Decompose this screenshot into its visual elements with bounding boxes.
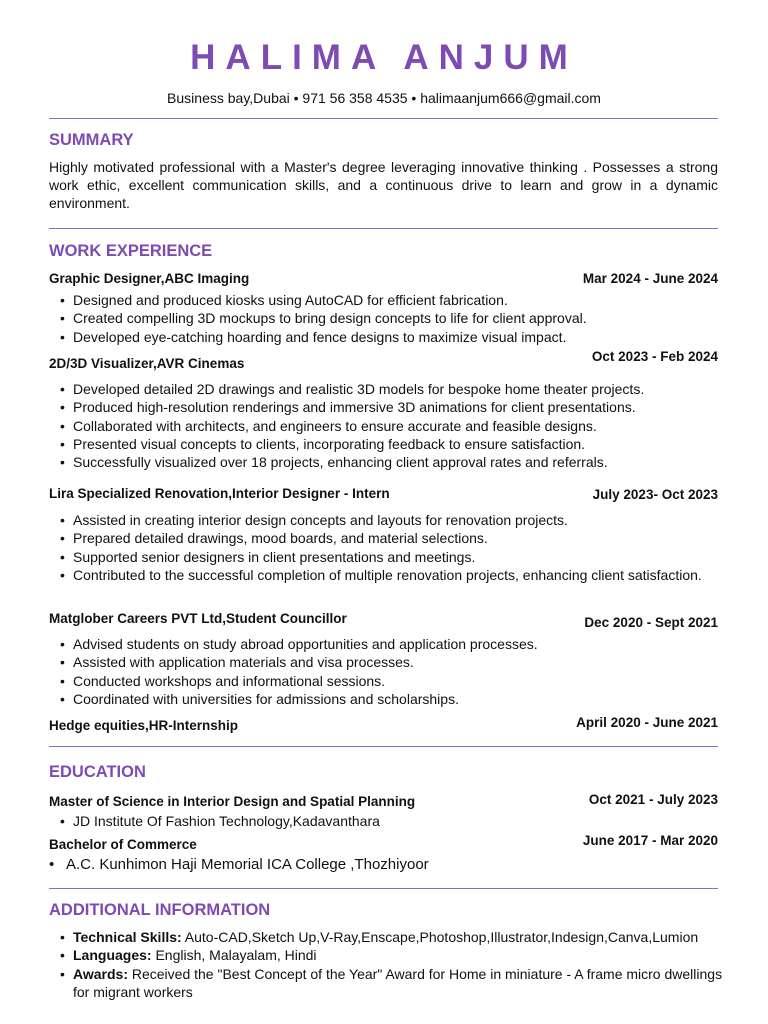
list-item: • Contributed to the successful completion of multiple renovation projects, enhancing client satisfaction.	[49, 566, 724, 584]
languages-text: English, Malayalam, Hindi	[151, 947, 317, 964]
list-item	[49, 946, 724, 964]
list-item: • Advised students on study abroad opportunities and application processes.	[49, 635, 724, 653]
candidate-name: HALIMA ANJUM	[190, 38, 578, 77]
awards-label: Awards:	[73, 965, 128, 982]
divider	[49, 888, 718, 889]
job-title: Graphic Designer,ABC Imaging	[49, 271, 250, 286]
job-bullets	[49, 511, 724, 584]
degree-dates: Oct 2021 - July 2023	[588, 792, 718, 807]
list-item: • Prepared detailed drawings, mood boards, and material selections.	[49, 529, 724, 547]
languages-label: Languages:	[73, 947, 152, 964]
list-item: • A.C. Kunhimon Haji Memorial ICA College ,Thozhiyoor	[49, 855, 724, 875]
technical-skills-text: Auto-CAD,Sketch Up,V-Ray,Enscape,Photoshop,Illustrator,Indesign,Canva,Lumion	[181, 929, 699, 945]
contact-info: Business bay,Dubai • 971 56 358 4535 • halimaanjum666@gmail.com	[167, 90, 601, 106]
awards-text: Received the "Best Concept of the Year" Award for Home in miniature - A frame micro dwellings for migrant workers	[73, 965, 723, 1000]
degree-dates: June 2017 - Mar 2020	[582, 833, 718, 848]
additional-bullets	[49, 928, 724, 1001]
list-item: • Successfully visualized over 18 projects, enhancing client approval rates and referrals.	[49, 453, 724, 471]
list-item: • Coordinated with universities for admissions and scholarships.	[49, 690, 724, 708]
education-bullets	[49, 812, 724, 830]
list-item: • Assisted in creating interior design concepts and layouts for renovation projects.	[49, 511, 724, 529]
summary-text: Highly motivated professional with a Master's degree leveraging innovative thinking . Possesses a strong work ethic, excellent communication skills, and a continuous drive to learn and grow in a dynamic environment.	[49, 159, 718, 211]
technical-skills-label: Technical Skills:	[73, 929, 182, 945]
list-item: • Presented visual concepts to clients, incorporating feedback to ensure satisfaction.	[49, 435, 724, 453]
job-dates: Dec 2020 - Sept 2021	[584, 615, 718, 630]
list-item: • Created compelling 3D mockups to bring design concepts to life for client approval.	[49, 309, 724, 327]
list-item: • Assisted with application materials and visa processes.	[49, 653, 724, 671]
degree-title: Bachelor of Commerce	[49, 837, 197, 852]
job-dates: April 2020 - June 2021	[576, 715, 718, 730]
job-dates: Mar 2024 - June 2024	[582, 271, 718, 286]
education-heading: EDUCATION	[49, 763, 146, 781]
summary-heading: SUMMARY	[49, 131, 134, 149]
degree-title: Master of Science in Interior Design and Spatial Planning	[49, 794, 416, 809]
list-item	[49, 965, 724, 1002]
job-title: Matglober Careers PVT Ltd,Student Councillor	[49, 611, 347, 626]
work-experience-heading: WORK EXPERIENCE	[49, 242, 213, 260]
list-item: • Collaborated with architects, and engineers to ensure accurate and feasible designs.	[49, 417, 724, 435]
list-item: • Designed and produced kiosks using AutoCAD for efficient fabrication.	[49, 291, 724, 309]
list-item: • Developed eye-catching hoarding and fence designs to maximize visual impact.	[49, 328, 724, 346]
list-item	[49, 928, 724, 946]
job-bullets	[49, 291, 724, 346]
job-dates: July 2023- Oct 2023	[592, 487, 718, 502]
divider	[49, 746, 718, 747]
job-dates: Oct 2023 - Feb 2024	[591, 349, 718, 364]
list-item: • Supported senior designers in client presentations and meetings.	[49, 548, 724, 566]
divider	[49, 228, 718, 229]
divider	[49, 118, 718, 119]
list-item: • Produced high-resolution renderings and immersive 3D animations for client presentations.	[49, 398, 724, 416]
list-item: • Conducted workshops and informational sessions.	[49, 672, 724, 690]
list-item: • Developed detailed 2D drawings and realistic 3D models for bespoke home theater projects.	[49, 380, 724, 398]
education-bullets	[49, 855, 724, 875]
job-title: 2D/3D Visualizer,AVR Cinemas	[49, 356, 245, 371]
job-title: Hedge equities,HR-Internship	[49, 718, 239, 733]
additional-information-heading: ADDITIONAL INFORMATION	[49, 901, 271, 919]
list-item: • JD Institute Of Fashion Technology,Kadavanthara	[49, 812, 724, 830]
job-bullets	[49, 380, 724, 471]
job-bullets	[49, 635, 724, 708]
job-title: Lira Specialized Renovation,Interior Designer - Intern	[49, 486, 390, 501]
